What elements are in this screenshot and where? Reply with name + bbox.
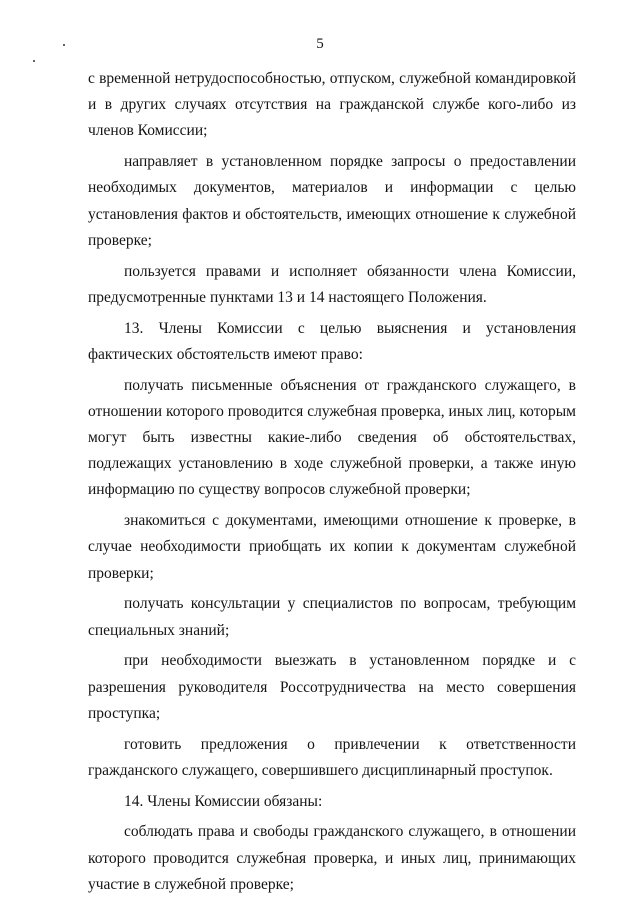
page-number: 5 bbox=[316, 36, 324, 52]
paragraph: при необходимости выезжать в установленном порядке и с разрешения руководителя Россотрудничества на место совершения проступка; bbox=[88, 652, 576, 722]
paragraph: пользуется правами и исполняет обязанности члена Комиссии, предусмотренные пунктами 13 и 14 настоящего Положения. bbox=[88, 262, 576, 306]
document-body bbox=[88, 66, 576, 903]
paragraph: 14. Члены Комиссии обязаны: bbox=[124, 792, 323, 810]
paragraph: получать письменные объяснения от гражданского служащего, в отношении которого проводится служебная проверка, иных лиц, которым могут быть известны какие-либо сведения об обстоятельствах, подлежащих установлению в ходе служебной проверки, а также иную информацию по существу вопросов служебной проверки; bbox=[88, 376, 576, 499]
paragraph: знакомиться с документами, имеющими отношение к проверке, в случае необходимости приобщать их копии к документам служебной проверки; bbox=[88, 512, 576, 582]
paragraph: получать консультации у специалистов по вопросам, требующим специальных знаний; bbox=[88, 595, 576, 639]
paragraph: направляет в установленном порядке запросы о предоставлении необходимых документов, материалов и информации с целью установления фактов и обстоятельств, имеющих отношение к служебной проверке; bbox=[88, 153, 576, 249]
paragraph: соблюдать права и свободы гражданского служащего, в отношении которого проводится служебная проверка, и иных лиц, принимающих участие в служебной проверке; bbox=[88, 823, 576, 893]
scan-speck bbox=[63, 44, 65, 46]
scan-speck bbox=[33, 60, 35, 62]
paragraph: готовить предложения о привлечении к ответственности гражданского служащего, совершившего дисциплинарный проступок. bbox=[88, 735, 576, 779]
paragraph: с временной нетрудоспособностью, отпуском, служебной командировкой и в других случаях отсутствия на гражданской службе кого-либо из членов Комиссии; bbox=[88, 70, 576, 140]
paragraph: 13. Члены Комиссии с целью выяснения и установления фактических обстоятельств имеют право: bbox=[88, 319, 576, 363]
